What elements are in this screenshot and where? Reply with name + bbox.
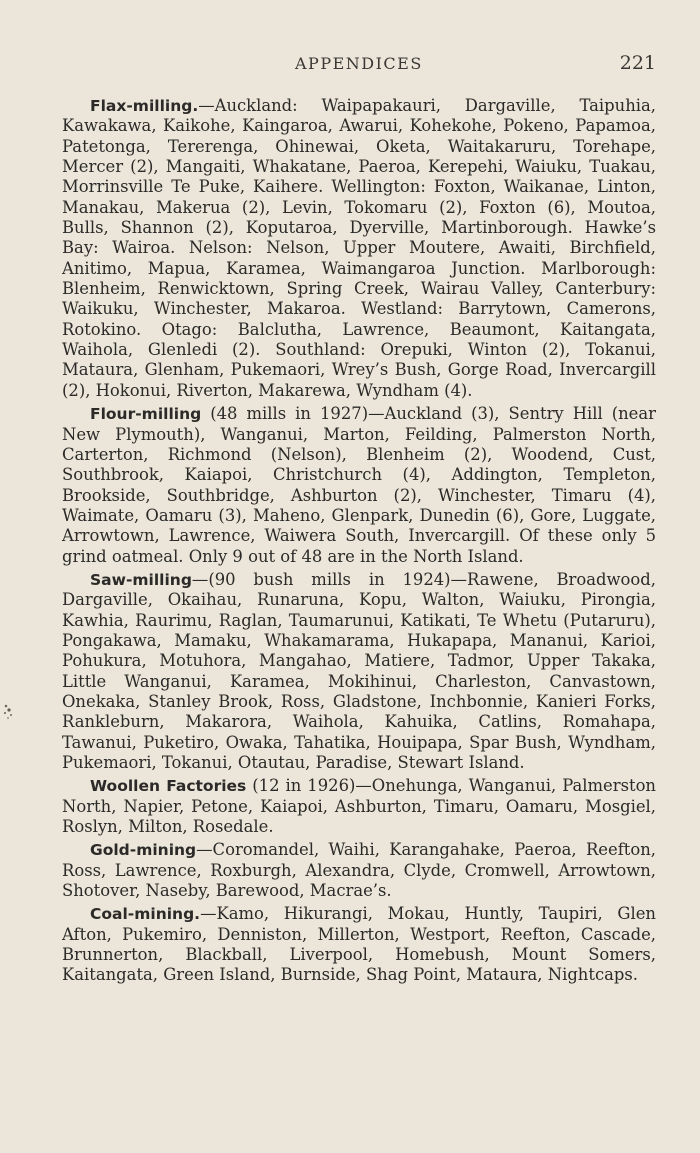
- heading-gold-mining: Gold-mining: [90, 841, 197, 860]
- body-text: [62, 96, 656, 989]
- paragraph-coal-mining: [62, 904, 656, 985]
- heading-flax-milling: Flax-milling.: [90, 97, 199, 115]
- heading-flour-milling: Flour-milling: [90, 405, 202, 424]
- page-number: 221: [619, 52, 656, 74]
- running-head: [0, 52, 700, 76]
- text-flour-milling: (48 mills in 1927)—Auckland (3), Sentry Hill (near New Plymouth), Wanganui, Marton, Feilding, Palmerston North, Carterton, Richmond (Nelson), Blenheim (2), Woodend, Cust, Southbrook, Kaiapoi, Christchurch (4), Addington, Templeton, Brookside, Southbridge, Ashburton (2), Winchester, Timaru (4), Waimate, Oamaru (3), Maheno, Glenpark, Dunedin (6), Gore, Luggate, Arrowtown, Lawrence, Waiwera South, Invercargill. Of these only 5 grind oatmeal. Only 9 out of 48 are in the North Island.: [62, 404, 656, 566]
- heading-coal-mining: Coal-mining.: [90, 905, 201, 924]
- paper-specks: [0, 700, 18, 722]
- text-woollen-factories: (12 in 1926)—Onehunga, Wanganui, Palmerston North, Napier, Petone, Kaiapoi, Ashburton, Timaru, Oamaru, Mosgiel, Roslyn, Milton, Rosedale.: [62, 776, 656, 837]
- text-gold-mining: —Coromandel, Waihi, Karangahake, Paeroa, Reefton, Ross, Lawrence, Roxburgh, Alexandra, Clyde, Cromwell, Arrowtown, Shotover, Naseby, Barewood, Macrae’s.: [62, 840, 656, 901]
- paragraph-flax-milling: [62, 96, 656, 401]
- text-coal-mining: —Kamo, Hikurangi, Mokau, Huntly, Taupiri, Glen Afton, Pukemiro, Denniston, Millerton, Westport, Reefton, Cascade, Brunnerton, Blackball, Liverpool, Homebush, Mount Somers, Kaitangata, Green Island, Burnside, Shag Point, Mataura, Nightcaps.: [62, 904, 656, 985]
- paragraph-woollen-factories: [62, 776, 656, 837]
- paragraph-gold-mining: [62, 840, 656, 901]
- paragraph-saw-milling: [62, 570, 656, 773]
- paragraph-flour-milling: [62, 404, 656, 567]
- text-flax-milling: —Auckland: Waipapakauri, Dargaville, Taipuhia, Kawakawa, Kaikohe, Kaingaroa, Awarui, Kohekohe, Pokeno, Papamoa, Patetonga, Tererenga, Ohinewai, Oketa, Waitakaruru, Torehape, Mercer (2), Mangaiti, Whakatane, Paeroa, Kerepehi, Waiuku, Tuakau, Morrinsville Te Puke, Kaihere. Wellington: Foxton, Waikanae, Linton, Manakau, Makerua (2), Levin, Tokomaru (2), Foxton (6), Moutoa, Bulls, Shannon (2), Koputaroa, Dyerville, Martinborough. Hawke’s Bay: Wairoa. Nelson: Nelson, Upper Moutere, Awaiti, Birchfield, Anitimo, Mapua, Karamea, Waimangaroa Junction. Marlborough: Blenheim, Renwicktown, Spring Creek, Wairau Valley, Canterbury: Waikuku, Winchester, Makaroa. Westland: Barrytown, Camerons, Rotokino. Otago: Balclutha, Lawrence, Beaumont, Kaitangata, Waihola, Glenledi (2). Southland: Orepuki, Winton (2), Tokanui, Mataura, Glenham, Pukemaori, Wrey’s Bush, Gorge Road, Invercargill (2), Hokonui, Riverton, Makarewa, Wyndham (4).: [62, 96, 656, 400]
- heading-saw-milling: Saw-milling: [90, 570, 192, 589]
- heading-woollen-factories: Woollen Factories: [90, 777, 247, 796]
- text-saw-milling: —(90 bush mills in 1924)—Rawene, Broadwood, Dargaville, Okaihau, Runaruna, Kopu, Walton, Waiuku, Pirongia, Kawhia, Raurimu, Raglan, Taumarunui, Katikati, Te Whetu (Putaruru), Pongakawa, Mamaku, Whakamarama, Hukapapa, Mananui, Karioi, Pohukura, Motuhora, Mangahao, Matiere, Tadmor, Upper Takaka, Little Wanganui, Karamea, Mokihinui, Charleston, Canvastown, Onekaka, Stanley Brook, Ross, Gladstone, Inchbonnie, Kanieri Forks, Rankleburn, Makarora, Waihola, Kahuika, Catlins, Romahapa, Tawanui, Puketiro, Owaka, Tahatika, Houipapa, Spar Bush, Wyndham, Pukemaori, Tokanui, Otautau, Paradise, Stewart Island.: [62, 569, 656, 772]
- running-head-title: APPENDICES: [295, 54, 423, 73]
